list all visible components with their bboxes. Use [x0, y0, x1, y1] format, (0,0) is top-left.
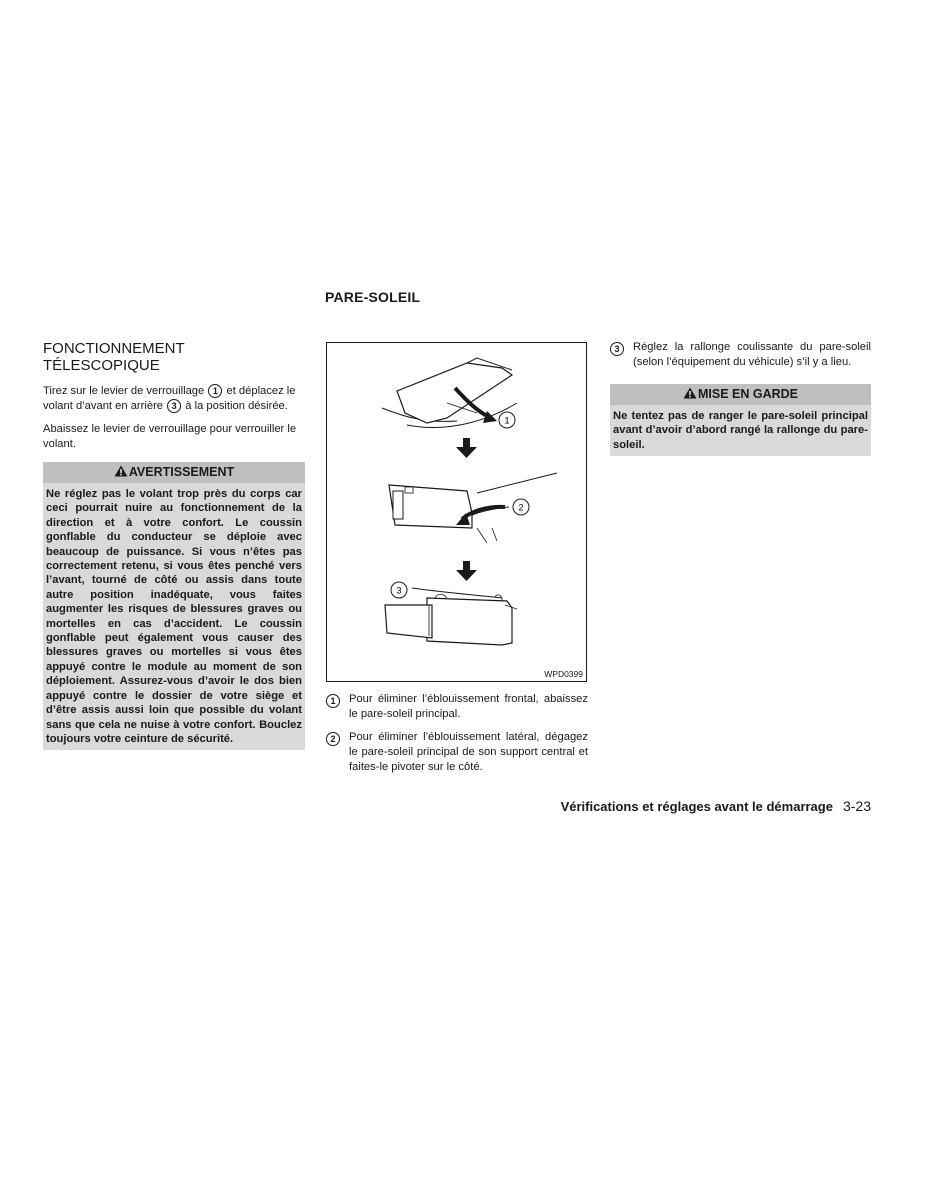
caution-box	[610, 384, 871, 456]
para1-text-b: et déplacez le volant d’avant en arrière	[43, 385, 296, 412]
warning-text: Ne réglez pas le volant trop près du corps car ceci pourrait nuire au fonctionnement de la direction et à votre confort. Le coussin gonflable du conducteur se déploie avec beaucoup de puissance. Si vous n’êtes pas correctement retenu, si vous êtes penché vers l’avant, tourné de côté ou assis dans toute autre position inadéquate, vous faites augmenter les risques de blessures graves ou mortelles en cas d’accident. Le coussin gonflable peut également vous causer des blessures graves ou mortelles si vous êtes appuyé contre le module au moment de son déploiement. Assurez-vous d’avoir le dos bien appuyé contre le dossier de votre siège et d’être assis aussi loin que possible du volant sans que cela ne nuise à votre confort. Bouclez toujours votre ceinture de sécurité.	[46, 488, 302, 745]
telescopic-para-1	[43, 384, 305, 414]
caution-title: MISE EN GARDE	[697, 387, 798, 401]
figure-label-2: 2	[518, 502, 524, 513]
left-column	[43, 340, 305, 750]
page-footer	[561, 798, 871, 814]
heading-line-2: TÉLESCOPIQUE	[43, 357, 160, 374]
heading-line-1: FONCTIONNEMENT	[43, 340, 185, 357]
callout-number-3: 3	[167, 399, 181, 413]
warning-title: AVERTISSEMENT	[128, 465, 235, 479]
telescopic-heading	[43, 340, 305, 374]
middle-column	[326, 342, 588, 783]
warning-triangle-icon	[683, 387, 697, 399]
caption-item	[326, 692, 588, 722]
figure-label-1: 1	[504, 415, 510, 426]
para1-text-c: à la position désirée.	[185, 400, 288, 412]
warning-header	[43, 462, 305, 483]
section-title: PARE-SOLEIL	[325, 289, 421, 305]
step-text: Réglez la rallonge coulissante du pare-soleil (selon l’équipement du véhicule) s’il y a lieu.	[633, 341, 871, 368]
warning-box	[43, 462, 305, 750]
caption-item	[326, 730, 588, 775]
caution-text: Ne tentez pas de ranger le pare-soleil principal avant d’avoir d’abord rangé la rallonge du pare-soleil.	[613, 410, 868, 451]
para1-text-a: Tirez sur le levier de verrouillage	[43, 385, 205, 397]
telescopic-para-2: Abaissez le levier de verrouillage pour verrouiller le volant.	[43, 423, 297, 450]
warning-triangle-icon	[114, 465, 128, 477]
right-column	[610, 340, 871, 456]
sun-visor-figure	[326, 342, 587, 682]
figure-code: WPD0399	[544, 669, 583, 679]
caption-text-1: Pour éliminer l’éblouissement frontal, abaissez le pare-soleil principal.	[349, 693, 588, 720]
sun-visor-illustration	[327, 343, 586, 681]
caption-number-1: 1	[326, 694, 340, 708]
caption-number-2: 2	[326, 732, 340, 746]
step-number-3: 3	[610, 342, 624, 356]
figure-label-3: 3	[396, 585, 402, 596]
footer-chapter: Vérifications et réglages avant le démarrage	[560, 799, 833, 814]
step-item	[610, 340, 871, 370]
caption-text-2: Pour éliminer l’éblouissement latéral, dégagez le pare-soleil principal de son support central et faites-le pivoter sur le côté.	[349, 731, 588, 773]
page-number: 3-23	[842, 798, 871, 814]
callout-number-1: 1	[208, 384, 222, 398]
caution-header	[610, 384, 871, 405]
